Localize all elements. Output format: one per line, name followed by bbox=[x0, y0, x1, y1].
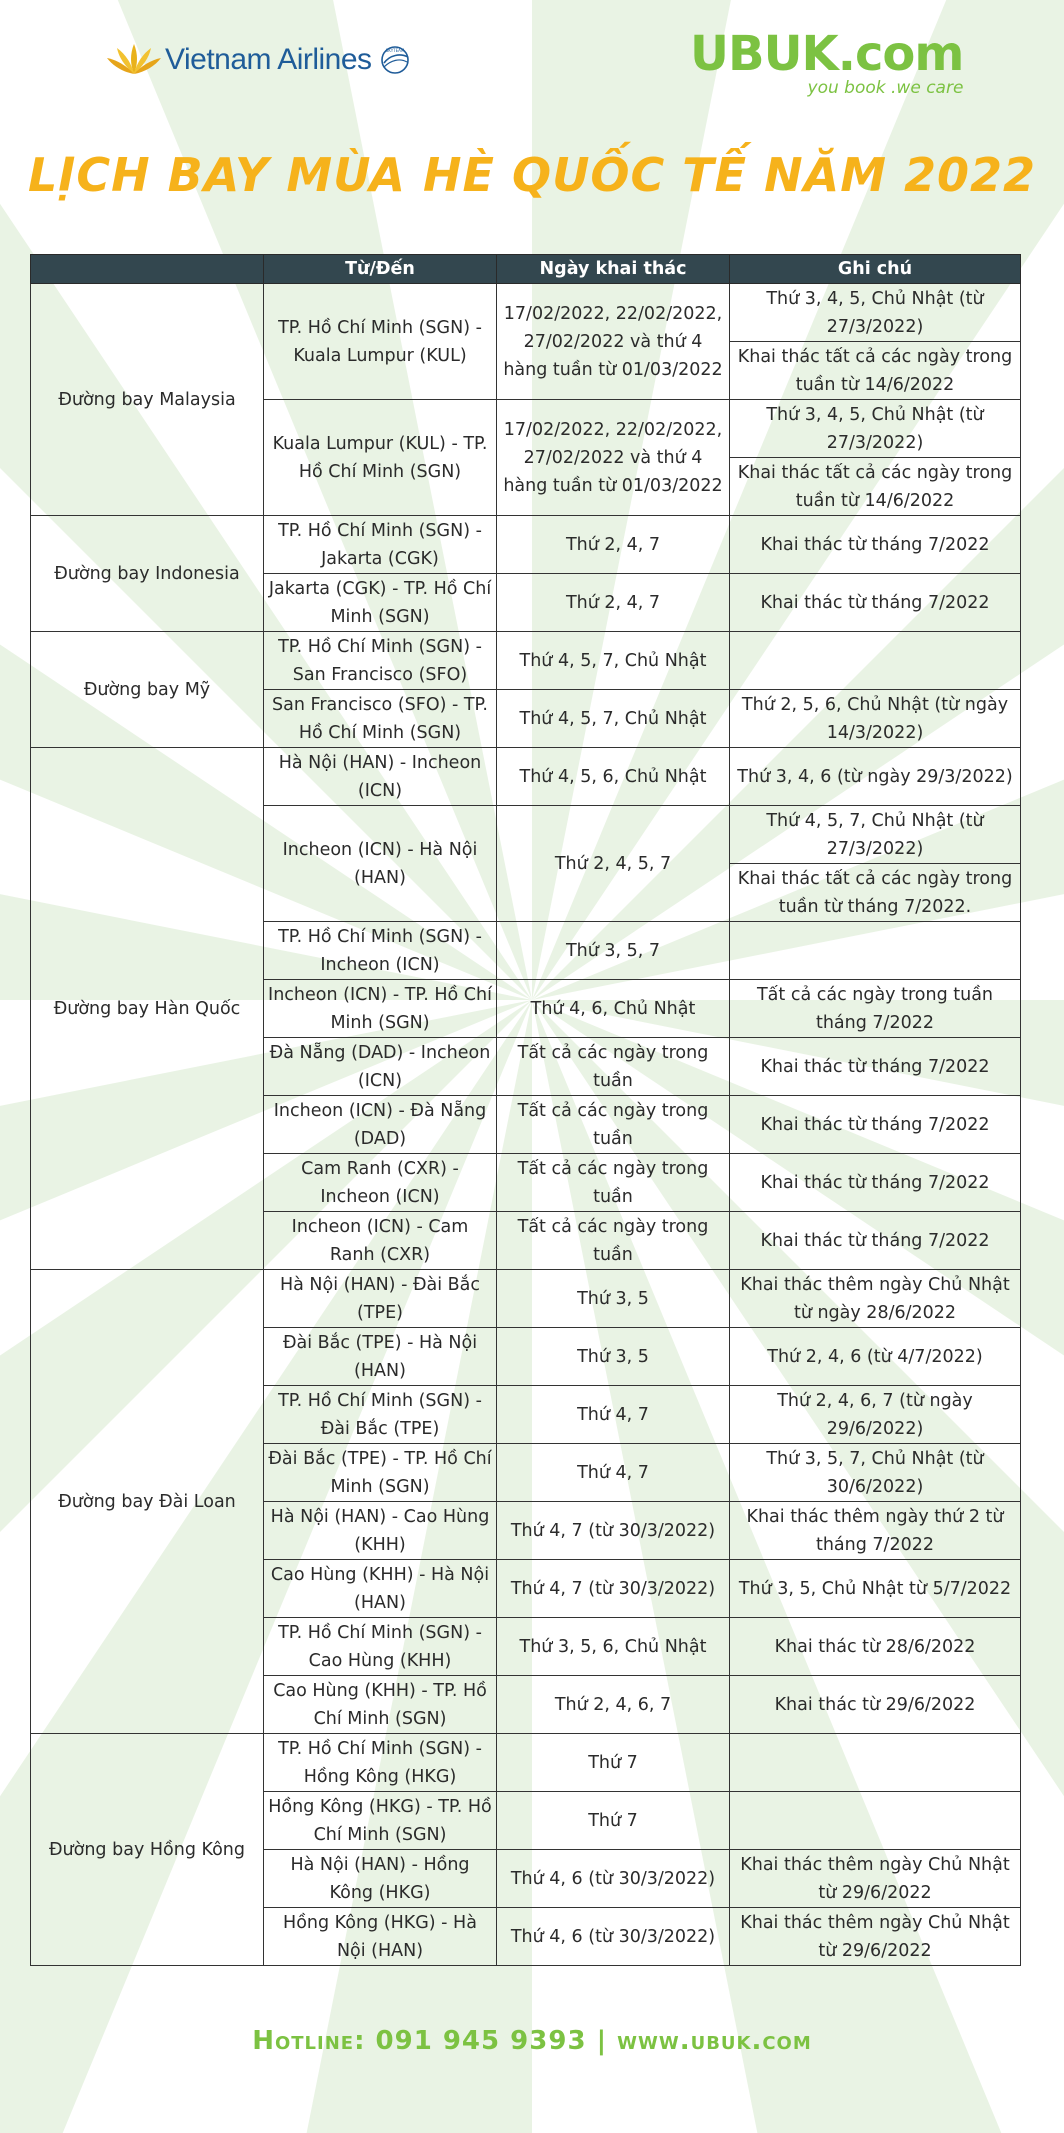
column-header-days: Ngày khai thác bbox=[497, 255, 730, 284]
days-cell: Thứ 3, 5 bbox=[497, 1270, 730, 1328]
days-cell: Thứ 4, 7 bbox=[497, 1386, 730, 1444]
days-cell: Thứ 3, 5, 6, Chủ Nhật bbox=[497, 1618, 730, 1676]
route-cell: TP. Hồ Chí Minh (SGN) - Kuala Lumpur (KUL) bbox=[264, 284, 497, 400]
notes-cell: Thứ 3, 4, 6 (từ ngày 29/3/2022) bbox=[730, 748, 1021, 806]
notes-cell: Thứ 3, 4, 5, Chủ Nhật (từ 27/3/2022) bbox=[730, 284, 1021, 342]
notes-cell: Thứ 3, 5, 7, Chủ Nhật (từ 30/6/2022) bbox=[730, 1444, 1021, 1502]
days-cell: Thứ 4, 7 (từ 30/3/2022) bbox=[497, 1560, 730, 1618]
route-cell: Incheon (ICN) - Cam Ranh (CXR) bbox=[264, 1212, 497, 1270]
route-cell: Incheon (ICN) - Hà Nội (HAN) bbox=[264, 806, 497, 922]
route-cell: TP. Hồ Chí Minh (SGN) - Incheon (ICN) bbox=[264, 922, 497, 980]
notes-cell bbox=[730, 1734, 1021, 1792]
route-cell: TP. Hồ Chí Minh (SGN) - Hồng Kông (HKG) bbox=[264, 1734, 497, 1792]
lotus-icon bbox=[105, 40, 163, 80]
notes-cell: Khai thác từ 28/6/2022 bbox=[730, 1618, 1021, 1676]
days-cell: Thứ 3, 5, 7 bbox=[497, 922, 730, 980]
days-cell: Thứ 2, 4, 7 bbox=[497, 516, 730, 574]
table-header-row bbox=[31, 255, 1021, 284]
days-cell: Tất cả các ngày trong tuần bbox=[497, 1096, 730, 1154]
region-cell: Đường bay Đài Loan bbox=[31, 1270, 264, 1734]
table-body bbox=[31, 284, 1021, 1966]
column-header-notes: Ghi chú bbox=[730, 255, 1021, 284]
days-cell: Thứ 4, 5, 6, Chủ Nhật bbox=[497, 748, 730, 806]
notes-cell: Khai thác từ tháng 7/2022 bbox=[730, 1038, 1021, 1096]
notes-cell: Tất cả các ngày trong tuần tháng 7/2022 bbox=[730, 980, 1021, 1038]
days-cell: Thứ 2, 4, 6, 7 bbox=[497, 1676, 730, 1734]
page-title: LỊCH BAY MÙA HÈ QUỐC TẾ NĂM 2022 bbox=[27, 148, 1037, 202]
column-header bbox=[31, 255, 264, 284]
notes-cell: Khai thác thêm ngày Chủ Nhật từ 29/6/2022 bbox=[730, 1908, 1021, 1966]
notes-cell: Thứ 2, 5, 6, Chủ Nhật (từ ngày 14/3/2022) bbox=[730, 690, 1021, 748]
column-header-route: Từ/Đến bbox=[264, 255, 497, 284]
days-cell: Thứ 7 bbox=[497, 1734, 730, 1792]
route-cell: Đài Bắc (TPE) - Hà Nội (HAN) bbox=[264, 1328, 497, 1386]
notes-cell: Khai thác từ tháng 7/2022 bbox=[730, 574, 1021, 632]
route-cell: TP. Hồ Chí Minh (SGN) - Cao Hùng (KHH) bbox=[264, 1618, 497, 1676]
notes-cell: Thứ 4, 5, 7, Chủ Nhật (từ 27/3/2022) bbox=[730, 806, 1021, 864]
route-cell: Đài Bắc (TPE) - TP. Hồ Chí Minh (SGN) bbox=[264, 1444, 497, 1502]
route-cell: TP. Hồ Chí Minh (SGN) - San Francisco (SFO) bbox=[264, 632, 497, 690]
notes-cell: Thứ 3, 4, 5, Chủ Nhật (từ 27/3/2022) bbox=[730, 400, 1021, 458]
route-cell: TP. Hồ Chí Minh (SGN) - Jakarta (CGK) bbox=[264, 516, 497, 574]
ubuk-brand: UBUK.com bbox=[690, 26, 964, 82]
days-cell: 17/02/2022, 22/02/2022, 27/02/2022 và thứ 4 hàng tuần từ 01/03/2022 bbox=[497, 400, 730, 516]
notes-cell: Khai thác từ tháng 7/2022 bbox=[730, 1096, 1021, 1154]
ubuk-logo bbox=[690, 28, 963, 98]
notes-cell: Khai thác từ tháng 7/2022 bbox=[730, 516, 1021, 574]
days-cell: Thứ 2, 4, 5, 7 bbox=[497, 806, 730, 922]
page-header bbox=[0, 0, 1064, 150]
region-cell: Đường bay Malaysia bbox=[31, 284, 264, 516]
route-cell: Hà Nội (HAN) - Cao Hùng (KHH) bbox=[264, 1502, 497, 1560]
schedule-table bbox=[30, 254, 1021, 1966]
days-cell: Thứ 4, 5, 7, Chủ Nhật bbox=[497, 690, 730, 748]
region-cell: Đường bay Hàn Quốc bbox=[31, 748, 264, 1270]
table-row bbox=[31, 1270, 1021, 1328]
region-cell: Đường bay Hồng Kông bbox=[31, 1734, 264, 1966]
notes-cell bbox=[730, 632, 1021, 690]
route-cell: Hà Nội (HAN) - Hồng Kông (HKG) bbox=[264, 1850, 497, 1908]
region-cell: Đường bay Mỹ bbox=[31, 632, 264, 748]
days-cell: Thứ 3, 5 bbox=[497, 1328, 730, 1386]
route-cell: Đà Nẵng (DAD) - Incheon (ICN) bbox=[264, 1038, 497, 1096]
route-cell: Kuala Lumpur (KUL) - TP. Hồ Chí Minh (SGN) bbox=[264, 400, 497, 516]
table-row bbox=[31, 516, 1021, 574]
ubuk-tagline: you book .we care bbox=[807, 78, 964, 98]
notes-cell bbox=[730, 1792, 1021, 1850]
notes-cell: Khai thác tất cả các ngày trong tuần từ 14/6/2022 bbox=[730, 342, 1021, 400]
route-cell: Hồng Kông (HKG) - Hà Nội (HAN) bbox=[264, 1908, 497, 1966]
airline-name: Vietnam Airlines bbox=[165, 43, 372, 76]
days-cell: 17/02/2022, 22/02/2022, 27/02/2022 và thứ 4 hàng tuần từ 01/03/2022 bbox=[497, 284, 730, 400]
days-cell: Thứ 4, 6 (từ 30/3/2022) bbox=[497, 1850, 730, 1908]
notes-cell: Khai thác từ 29/6/2022 bbox=[730, 1676, 1021, 1734]
svg-text:SKYTEAM: SKYTEAM bbox=[385, 48, 404, 53]
route-cell: Cao Hùng (KHH) - Hà Nội (HAN) bbox=[264, 1560, 497, 1618]
route-cell: Hồng Kông (HKG) - TP. Hồ Chí Minh (SGN) bbox=[264, 1792, 497, 1850]
region-cell: Đường bay Indonesia bbox=[31, 516, 264, 632]
route-cell: Cam Ranh (CXR) - Incheon (ICN) bbox=[264, 1154, 497, 1212]
vietnam-airlines-logo bbox=[105, 40, 412, 80]
days-cell: Thứ 4, 5, 7, Chủ Nhật bbox=[497, 632, 730, 690]
table-row bbox=[31, 1734, 1021, 1792]
route-cell: TP. Hồ Chí Minh (SGN) - Đài Bắc (TPE) bbox=[264, 1386, 497, 1444]
notes-cell: Khai thác thêm ngày Chủ Nhật từ 29/6/2022 bbox=[730, 1850, 1021, 1908]
notes-cell: Thứ 2, 4, 6 (từ 4/7/2022) bbox=[730, 1328, 1021, 1386]
notes-cell: Thứ 2, 4, 6, 7 (từ ngày 29/6/2022) bbox=[730, 1386, 1021, 1444]
days-cell: Tất cả các ngày trong tuần bbox=[497, 1212, 730, 1270]
notes-cell: Thứ 3, 5, Chủ Nhật từ 5/7/2022 bbox=[730, 1560, 1021, 1618]
table-row bbox=[31, 284, 1021, 342]
days-cell: Thứ 7 bbox=[497, 1792, 730, 1850]
days-cell: Tất cả các ngày trong tuần bbox=[497, 1038, 730, 1096]
notes-cell: Khai thác từ tháng 7/2022 bbox=[730, 1154, 1021, 1212]
route-cell: Cao Hùng (KHH) - TP. Hồ Chí Minh (SGN) bbox=[264, 1676, 497, 1734]
table-row bbox=[31, 632, 1021, 690]
route-cell: Incheon (ICN) - Đà Nẵng (DAD) bbox=[264, 1096, 497, 1154]
days-cell: Thứ 4, 7 (từ 30/3/2022) bbox=[497, 1502, 730, 1560]
route-cell: San Francisco (SFO) - TP. Hồ Chí Minh (SGN) bbox=[264, 690, 497, 748]
route-cell: Hà Nội (HAN) - Đài Bắc (TPE) bbox=[264, 1270, 497, 1328]
days-cell: Thứ 4, 7 bbox=[497, 1444, 730, 1502]
route-cell: Hà Nội (HAN) - Incheon (ICN) bbox=[264, 748, 497, 806]
days-cell: Tất cả các ngày trong tuần bbox=[497, 1154, 730, 1212]
notes-cell: Khai thác tất cả các ngày trong tuần từ tháng 7/2022. bbox=[730, 864, 1021, 922]
notes-cell bbox=[730, 922, 1021, 980]
days-cell: Thứ 4, 6 (từ 30/3/2022) bbox=[497, 1908, 730, 1966]
notes-cell: Khai thác tất cả các ngày trong tuần từ 14/6/2022 bbox=[730, 458, 1021, 516]
days-cell: Thứ 4, 6, Chủ Nhật bbox=[497, 980, 730, 1038]
notes-cell: Khai thác từ tháng 7/2022 bbox=[730, 1212, 1021, 1270]
footer-hotline: Hotline: 091 945 9393 | www.ubuk.com bbox=[252, 2026, 812, 2056]
notes-cell: Khai thác thêm ngày Chủ Nhật từ ngày 28/6/2022 bbox=[730, 1270, 1021, 1328]
route-cell: Incheon (ICN) - TP. Hồ Chí Minh (SGN) bbox=[264, 980, 497, 1038]
notes-cell: Khai thác thêm ngày thứ 2 từ tháng 7/2022 bbox=[730, 1502, 1021, 1560]
table-row bbox=[31, 748, 1021, 806]
route-cell: Jakarta (CGK) - TP. Hồ Chí Minh (SGN) bbox=[264, 574, 497, 632]
skyteam-icon bbox=[378, 43, 412, 77]
days-cell: Thứ 2, 4, 7 bbox=[497, 574, 730, 632]
